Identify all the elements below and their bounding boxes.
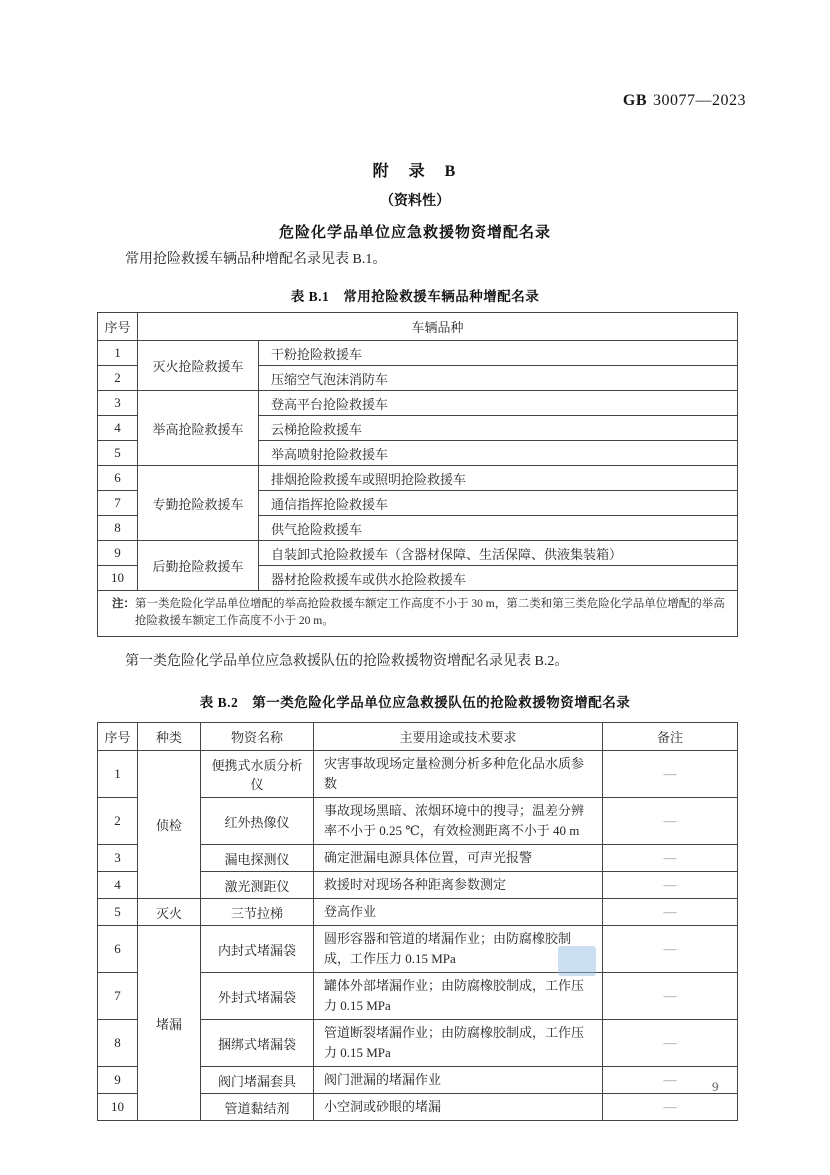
remark-cell: — — [603, 845, 738, 872]
page-number: 9 — [712, 1079, 719, 1094]
usage-cell: 事故现场黑暗、浓烟环境中的搜寻；温差分辨率不小于 0.25 ℃，有效检测距离不小于 40 m — [314, 798, 603, 845]
table-row — [98, 751, 738, 798]
table-row — [98, 899, 738, 926]
table-row — [98, 541, 738, 566]
appendix-title-block — [0, 158, 830, 242]
seq-cell: 7 — [98, 973, 138, 1020]
category-cell: 堵漏 — [138, 926, 201, 1121]
note-text: 第一类危险化学品单位增配的举高抢险救援车额定工作高度不小于 30 m，第二类和第三类危险化学品单位增配的举高抢险救援车额定工作高度不小于 20 m。 — [135, 598, 725, 627]
item-name-cell: 便携式水质分析仪 — [201, 751, 314, 798]
item-name-cell: 外封式堵漏袋 — [201, 973, 314, 1020]
standard-code-prefix: GB — [622, 92, 647, 109]
table-row — [98, 391, 738, 416]
seq-cell: 3 — [98, 391, 138, 416]
remark-cell: — — [603, 1020, 738, 1067]
seq-cell: 10 — [98, 1094, 138, 1121]
seq-cell: 2 — [98, 798, 138, 845]
table-row — [98, 466, 738, 491]
usage-cell: 确定泄漏电源具体位置，可声光报警 — [314, 845, 603, 872]
intro-paragraph-2: 第一类危险化学品单位应急救援队伍的抢险救援物资增配名录见表 B.2。 — [125, 654, 569, 669]
appendix-subtitle: （资料性） — [380, 194, 450, 209]
seq-cell: 4 — [98, 416, 138, 441]
usage-cell: 圆形容器和管道的堵漏作业；由防腐橡胶制成，工作压力 0.15 MPa — [314, 926, 603, 973]
table-row — [98, 341, 738, 366]
seq-cell: 1 — [98, 341, 138, 366]
table-row — [98, 926, 738, 973]
col-header-remark: 备注 — [603, 723, 738, 751]
seq-cell: 8 — [98, 516, 138, 541]
usage-cell: 灾害事故现场定量检测分析多种危化品水质参数 — [314, 751, 603, 798]
usage-cell: 登高作业 — [314, 899, 603, 926]
category-cell: 灭火 — [138, 899, 201, 926]
vehicle-cell: 云梯抢险救援车 — [259, 416, 738, 441]
table-b1 — [97, 312, 738, 637]
seq-cell: 6 — [98, 926, 138, 973]
vehicle-cell: 压缩空气泡沫消防车 — [259, 366, 738, 391]
appendix-title: 附 录 B — [372, 163, 458, 180]
category-cell: 灭火抢险救援车 — [138, 341, 259, 391]
seq-cell: 2 — [98, 366, 138, 391]
item-name-cell: 激光测距仪 — [201, 872, 314, 899]
table-note-row — [98, 591, 738, 637]
category-cell: 举高抢险救援车 — [138, 391, 259, 466]
seq-cell: 7 — [98, 491, 138, 516]
item-name-cell: 红外热像仪 — [201, 798, 314, 845]
remark-cell: — — [603, 973, 738, 1020]
vehicle-cell: 举高喷射抢险救援车 — [259, 441, 738, 466]
appendix-heading: 危险化学品单位应急救援物资增配名录 — [278, 225, 551, 241]
vehicle-cell: 排烟抢险救援车或照明抢险救援车 — [259, 466, 738, 491]
seq-cell: 3 — [98, 845, 138, 872]
remark-cell: — — [603, 899, 738, 926]
item-name-cell: 三节拉梯 — [201, 899, 314, 926]
intro-paragraph-1: 常用抢险救援车辆品种增配名录见表 B.1。 — [125, 252, 387, 267]
seq-cell: 5 — [98, 441, 138, 466]
table-b1-header-row — [98, 313, 738, 341]
standard-code-number: 30077—2023 — [653, 92, 746, 109]
usage-cell: 管道断裂堵漏作业；由防腐橡胶制成，工作压力 0.15 MPa — [314, 1020, 603, 1067]
category-cell: 后勤抢险救援车 — [138, 541, 259, 591]
table-b1-caption: 表 B.1 常用抢险救援车辆品种增配名录 — [290, 289, 540, 304]
table-b1-note — [98, 591, 738, 637]
item-name-cell: 阀门堵漏套具 — [201, 1067, 314, 1094]
col-header-category: 种类 — [138, 723, 201, 751]
seq-cell: 5 — [98, 899, 138, 926]
usage-cell: 阀门泄漏的堵漏作业 — [314, 1067, 603, 1094]
seq-cell: 6 — [98, 466, 138, 491]
col-header-usage: 主要用途或技术要求 — [314, 723, 603, 751]
col-header-seq: 序号 — [98, 723, 138, 751]
standard-code — [623, 92, 746, 110]
seq-cell: 4 — [98, 872, 138, 899]
category-cell: 专勤抢险救援车 — [138, 466, 259, 541]
remark-cell: — — [603, 872, 738, 899]
category-cell: 侦检 — [138, 751, 201, 899]
usage-cell: 罐体外部堵漏作业；由防腐橡胶制成，工作压力 0.15 MPa — [314, 973, 603, 1020]
vehicle-cell: 干粉抢险救援车 — [259, 341, 738, 366]
vehicle-cell: 供气抢险救援车 — [259, 516, 738, 541]
remark-cell: — — [603, 751, 738, 798]
item-name-cell: 漏电探测仪 — [201, 845, 314, 872]
col-header-name: 物资名称 — [201, 723, 314, 751]
vehicle-cell: 器材抢险救援车或供水抢险救援车 — [259, 566, 738, 591]
seq-cell: 9 — [98, 1067, 138, 1094]
seq-cell: 9 — [98, 541, 138, 566]
item-name-cell: 捆绑式堵漏袋 — [201, 1020, 314, 1067]
remark-cell: — — [603, 1094, 738, 1121]
note-label: 注： — [112, 598, 135, 610]
usage-cell: 小空洞或砂眼的堵漏 — [314, 1094, 603, 1121]
vehicle-cell: 自装卸式抢险救援车（含器材保障、生活保障、供液集装箱） — [259, 541, 738, 566]
vehicle-cell: 登高平台抢险救援车 — [259, 391, 738, 416]
table-b2 — [97, 722, 738, 1121]
table-b2-header-row — [98, 723, 738, 751]
remark-cell: — — [603, 926, 738, 973]
remark-cell: — — [603, 798, 738, 845]
item-name-cell: 管道黏结剂 — [201, 1094, 314, 1121]
vehicle-cell: 通信指挥抢险救援车 — [259, 491, 738, 516]
col-header-seq: 序号 — [98, 313, 138, 341]
remark-cell: — — [603, 1067, 738, 1094]
col-header-vehicle: 车辆品种 — [138, 313, 738, 341]
seq-cell: 1 — [98, 751, 138, 798]
table-b2-caption: 表 B.2 第一类危险化学品单位应急救援队伍的抢险救援物资增配名录 — [199, 695, 631, 710]
usage-cell: 救援时对现场各种距离参数测定 — [314, 872, 603, 899]
seq-cell: 8 — [98, 1020, 138, 1067]
seq-cell: 10 — [98, 566, 138, 591]
item-name-cell: 内封式堵漏袋 — [201, 926, 314, 973]
